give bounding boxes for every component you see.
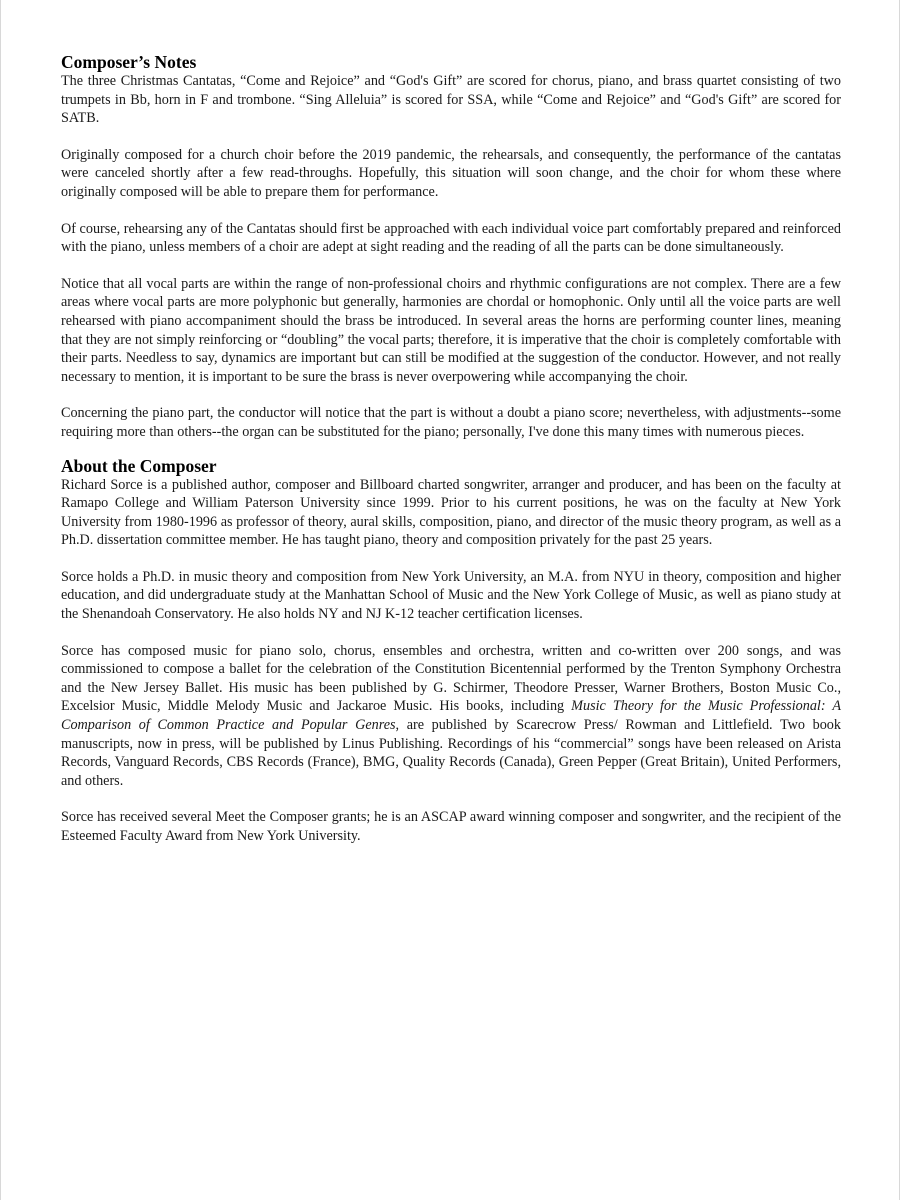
composers-notes-paragraph-2: Originally composed for a church choir before the 2019 pandemic, the rehearsals, and consequently, the performance of the cantatas were canceled shortly after a few read-throughs. Hopefully, this situation will soon change, and the choir for whom these where originally composed will be able to prepare them for performance. — [61, 146, 841, 200]
composers-notes-heading: Composer’s Notes — [61, 52, 197, 72]
paragraph-3-text-end: , are published by Scarecrow Press/ Rowman and Littlefield. Two book manuscripts, now in press, will be published by Linus Publishing. Recordings of his “commercial” songs have been released on Arista Records, Vanguard Records, CBS Records (France), BMG, Quality Records (Canada), Green Pepper (Great Britain), United Performers, and others. — [61, 717, 841, 789]
about-composer-paragraph-4: Sorce has received several Meet the Composer grants; he is an ASCAP award winning composer and songwriter, and the recipient of the Esteemed Faculty Award from New York University. — [61, 809, 841, 844]
composers-notes-paragraph-3: Of course, rehearsing any of the Cantatas should first be approached with each individual voice part comfortably prepared and reinforced with the piano, unless members of a choir are adept at sight reading and the reading of all the parts can be done simultaneously. — [61, 220, 841, 256]
paragraph-3-text-start: Sorce has composed music for piano solo, chorus, ensembles and orchestra, written and co-written over 200 songs, and was commissioned to compose a ballet for the celebration of the Constitution Bicentennial performed by the Trenton Symphony Orchestra and the New Jersey Ballet. His music has been published by G. Schirmer, Theodore Presser, Warner Brothers, Boston Music Co., Excelsior Music, Middle Melody Music and Jackaroe Music. His books, including — [61, 642, 841, 715]
composers-notes-paragraph-1: The three Christmas Cantatas, “Come and Rejoice” and “God's Gift” are scored for chorus, piano, and brass quartet consisting of two trumpets in Bb, horn in F and trombone. “Sing Alleluia” is scored for SSA, while “Come and Rejoice” and “God's Gift” are scored for SATB. — [61, 73, 841, 127]
composers-notes-section — [61, 52, 841, 442]
book-title: Music Theory for the Music Professional: A Comparison of Common Practice and Popular Genres — [61, 698, 841, 734]
composers-notes-paragraph-5: Concerning the piano part, the conductor will notice that the part is without a doubt a piano score; nevertheless, with adjustments--some requiring more than others--the organ can be substituted for the piano; personally, I've done this many times with numerous pieces. — [61, 405, 841, 440]
about-composer-heading: About the Composer — [61, 455, 217, 476]
about-composer-paragraph-1: Richard Sorce is a published author, composer and Billboard charted songwriter, arranger and producer, and has been on the faculty at Ramapo College and William Paterson University since 1999. Prior to his current positions, he was on the faculty at New York University from 1980-1996 as professor of theory, aural skills, composition, piano, and director of the music theory program, as well as a Ph.D. dissertation committee member. He has taught piano, theory and composition privately for the past 25 years. — [61, 476, 841, 549]
composers-notes-paragraph-4: Notice that all vocal parts are within the range of non-professional choirs and rhythmic configurations are not complex. There are a few areas where vocal parts are more polyphonic but generally, harmonies are chordal or homophonic. Only until all the voice parts are well rehearsed with piano accompaniment should the brass be introduced. In several areas the horns are performing counter lines, meaning that they are not simply reinforcing or “doubling” the vocal parts; therefore, it is imperative that the choir is completely comfortable with their parts. Needless to say, dynamics are important but can still be modified at the suggestion of the conductor. However, and not really necessary to mention, it is important to be sure the brass is never overpowering while accompanying the choir. — [61, 275, 841, 385]
about-composer-section — [61, 456, 841, 846]
document-page — [61, 52, 841, 846]
about-composer-paragraph-3 — [61, 642, 841, 791]
about-composer-paragraph-2: Sorce holds a Ph.D. in music theory and composition from New York University, an M.A. from NYU in theory, composition and higher education, and did undergraduate study at the Manhattan School of Music and the New York College of Music, as well as piano study at the Shenandoah Conservatory. He also holds NY and NJ K-12 teacher certification licenses. — [61, 568, 841, 623]
